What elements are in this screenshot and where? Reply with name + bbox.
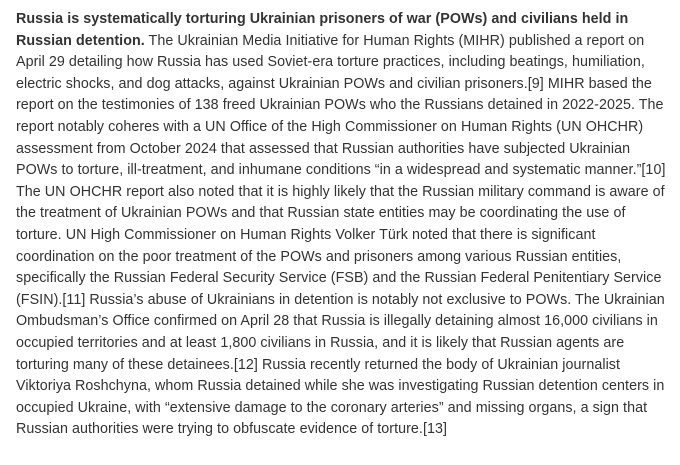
- lead-sentence: Russia is systematically torturing Ukrainian prisoners of war (POWs) and civilians held in Russian detention.: [16, 11, 629, 49]
- paragraph-body: The Ukrainian Media Initiative for Human Rights (MIHR) published a report on April 29 detailing how Russia has used Soviet-era torture practices, including beatings, humiliation, electric shocks, and dog attacks, against Ukrainian POWs and civilian prisoners.[9] MIHR based the report on the testimonies of 138 freed Ukrainian POWs who the Russians detained in 2022-2025. The report notably coheres with a UN Office of the High Commissioner on Human Rights (UN OHCHR) assessment from October 2024 that assessed that Russian authorities have subjected Ukrainian POWs to torture, ill-treatment, and inhumane conditions “in a widespread and systematic manner.”[10] The UN OHCHR report also noted that it is highly likely that the Russian military command is aware of the treatment of Ukrainian POWs and that Russian state entities may be coordinating the use of torture. UN High Commissioner on Human Rights Volker Türk noted that there is significant coordination on the poor treatment of the POWs and prisoners among various Russian entities, specifically the Russian Federal Security Service (FSB) and the Russian Federal Penitentiary Service (FSIN).[11] Russia’s abuse of Ukrainians in detention is notably not exclusive to POWs. The Ukrainian Ombudsman’s Office confirmed on April 28 that Russia is illegally detaining almost 16,000 civilians in occupied territories and at least 1,800 civilians in Russia, and it is likely that Russian agents are torturing many of these detainees.[12] Russia recently returned the body of Ukrainian journalist Viktoriya Roshchyna, whom Russia detained while she was investigating Russian detention centers in occupied Ukraine, with “extensive damage to the coronary arteries” and missing organs, a sign that Russian authorities were trying to obfuscate evidence of torture.[13]: [16, 32, 666, 438]
- article-paragraph: [16, 9, 670, 441]
